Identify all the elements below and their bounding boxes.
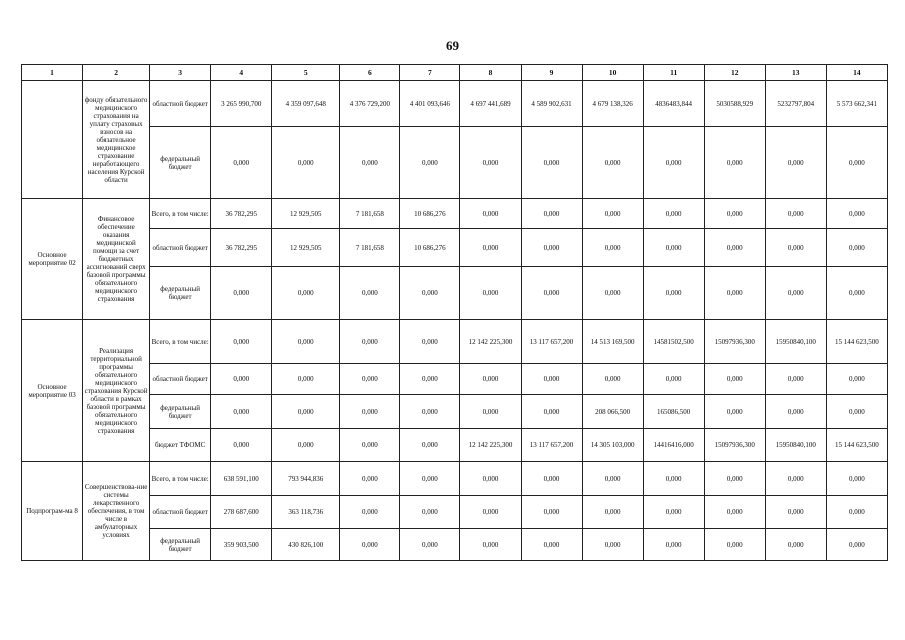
value-cell: 363 118,736 xyxy=(272,496,340,529)
value-cell: 0,000 xyxy=(400,364,460,395)
column-header: 10 xyxy=(582,65,643,81)
value-cell: 0,000 xyxy=(521,199,582,229)
table-row xyxy=(22,267,888,320)
label-cell: областной бюджет xyxy=(150,81,211,127)
value-cell: 0,000 xyxy=(582,529,643,561)
value-cell: 638 591,100 xyxy=(211,462,272,496)
value-cell: 0,000 xyxy=(521,496,582,529)
value-cell: 13 117 657,200 xyxy=(521,429,582,462)
value-cell: 0,000 xyxy=(211,127,272,199)
value-cell: 0,000 xyxy=(765,127,826,199)
value-cell: 0,000 xyxy=(765,267,826,320)
value-cell: 14 513 169,500 xyxy=(582,320,643,364)
value-cell: 0,000 xyxy=(460,127,521,199)
value-cell: 0,000 xyxy=(340,395,400,429)
value-cell: 0,000 xyxy=(643,364,704,395)
value-cell: 208 066,500 xyxy=(582,395,643,429)
value-cell: 4 589 902,631 xyxy=(521,81,582,127)
value-cell: 0,000 xyxy=(272,429,340,462)
label-cell: Подпрограм-ма 8 xyxy=(22,462,83,561)
label-cell: федеральный бюджет xyxy=(150,529,211,561)
value-cell: 278 687,600 xyxy=(211,496,272,529)
value-cell: 7 181,658 xyxy=(340,199,400,229)
value-cell: 0,000 xyxy=(826,395,887,429)
value-cell: 0,000 xyxy=(272,320,340,364)
value-cell: 0,000 xyxy=(272,395,340,429)
column-header: 1 xyxy=(22,65,83,81)
value-cell: 0,000 xyxy=(826,364,887,395)
value-cell: 0,000 xyxy=(765,395,826,429)
column-header: 2 xyxy=(83,65,150,81)
value-cell: 0,000 xyxy=(272,364,340,395)
value-cell: 0,000 xyxy=(704,395,765,429)
value-cell: 0,000 xyxy=(340,429,400,462)
value-cell: 0,000 xyxy=(704,127,765,199)
value-cell: 0,000 xyxy=(460,529,521,561)
value-cell: 0,000 xyxy=(704,496,765,529)
column-header: 13 xyxy=(765,65,826,81)
column-header: 14 xyxy=(826,65,887,81)
value-cell: 0,000 xyxy=(340,127,400,199)
value-cell: 0,000 xyxy=(521,127,582,199)
value-cell: 359 903,500 xyxy=(211,529,272,561)
value-cell: 0,000 xyxy=(765,496,826,529)
value-cell: 0,000 xyxy=(826,462,887,496)
value-cell: 165086,500 xyxy=(643,395,704,429)
value-cell: 0,000 xyxy=(340,364,400,395)
column-header: 6 xyxy=(340,65,400,81)
value-cell: 0,000 xyxy=(826,267,887,320)
label-cell: федеральный бюджет xyxy=(150,267,211,320)
value-cell: 10 686,276 xyxy=(400,229,460,267)
value-cell: 15950840,100 xyxy=(765,320,826,364)
column-header: 9 xyxy=(521,65,582,81)
label-cell: Всего, в том числе: xyxy=(150,462,211,496)
value-cell: 0,000 xyxy=(400,267,460,320)
value-cell: 0,000 xyxy=(521,267,582,320)
value-cell: 0,000 xyxy=(521,395,582,429)
value-cell: 0,000 xyxy=(643,496,704,529)
value-cell: 0,000 xyxy=(704,267,765,320)
column-header: 8 xyxy=(460,65,521,81)
label-cell: Совершенствова-ние системы лекарственного обеспечения, в том числе в амбулаторных условиях xyxy=(83,462,150,561)
column-header: 4 xyxy=(211,65,272,81)
value-cell: 0,000 xyxy=(460,462,521,496)
column-header: 7 xyxy=(400,65,460,81)
value-cell: 0,000 xyxy=(826,127,887,199)
value-cell: 0,000 xyxy=(643,199,704,229)
value-cell: 5030588,929 xyxy=(704,81,765,127)
value-cell: 0,000 xyxy=(521,462,582,496)
table-row xyxy=(22,199,888,229)
value-cell: 0,000 xyxy=(704,364,765,395)
budget-table xyxy=(21,64,888,561)
value-cell: 12 929,505 xyxy=(272,229,340,267)
value-cell: 15950840,100 xyxy=(765,429,826,462)
value-cell: 0,000 xyxy=(340,462,400,496)
value-cell: 0,000 xyxy=(765,529,826,561)
column-header: 12 xyxy=(704,65,765,81)
value-cell: 0,000 xyxy=(582,199,643,229)
table-body xyxy=(22,65,888,561)
value-cell: 0,000 xyxy=(521,529,582,561)
value-cell: 0,000 xyxy=(704,199,765,229)
value-cell: 0,000 xyxy=(460,267,521,320)
value-cell: 15 144 623,500 xyxy=(826,429,887,462)
table-row xyxy=(22,395,888,429)
label-cell: федеральный бюджет xyxy=(150,127,211,199)
value-cell: 0,000 xyxy=(704,229,765,267)
table-row xyxy=(22,127,888,199)
value-cell: 0,000 xyxy=(460,199,521,229)
value-cell: 0,000 xyxy=(460,229,521,267)
value-cell: 793 944,836 xyxy=(272,462,340,496)
value-cell: 0,000 xyxy=(704,462,765,496)
value-cell: 0,000 xyxy=(340,529,400,561)
value-cell: 14581502,500 xyxy=(643,320,704,364)
value-cell: 0,000 xyxy=(582,496,643,529)
value-cell: 4 376 729,200 xyxy=(340,81,400,127)
header-row xyxy=(22,65,888,81)
value-cell: 4 401 093,646 xyxy=(400,81,460,127)
value-cell: 15 144 623,500 xyxy=(826,320,887,364)
value-cell: 15097936,300 xyxy=(704,429,765,462)
value-cell: 14 305 103,000 xyxy=(582,429,643,462)
value-cell: 0,000 xyxy=(826,229,887,267)
value-cell: 5232797,804 xyxy=(765,81,826,127)
value-cell: 0,000 xyxy=(704,529,765,561)
value-cell: 3 265 990,700 xyxy=(211,81,272,127)
table-row xyxy=(22,529,888,561)
label-cell: областной бюджет xyxy=(150,229,211,267)
value-cell: 0,000 xyxy=(826,529,887,561)
value-cell: 0,000 xyxy=(460,364,521,395)
table-row xyxy=(22,429,888,462)
value-cell: 0,000 xyxy=(765,199,826,229)
value-cell: 0,000 xyxy=(400,395,460,429)
column-header: 3 xyxy=(150,65,211,81)
value-cell: 0,000 xyxy=(582,462,643,496)
label-cell: Основное мероприятие 02 xyxy=(22,199,83,320)
value-cell: 0,000 xyxy=(211,320,272,364)
value-cell: 10 686,276 xyxy=(400,199,460,229)
value-cell: 0,000 xyxy=(400,320,460,364)
value-cell: 0,000 xyxy=(340,496,400,529)
table-row xyxy=(22,496,888,529)
label-cell: Всего, в том числе: xyxy=(150,320,211,364)
value-cell: 0,000 xyxy=(643,229,704,267)
value-cell: 0,000 xyxy=(460,395,521,429)
column-header: 11 xyxy=(643,65,704,81)
value-cell: 0,000 xyxy=(400,462,460,496)
value-cell: 0,000 xyxy=(521,229,582,267)
table-row xyxy=(22,364,888,395)
value-cell: 36 782,295 xyxy=(211,229,272,267)
value-cell: 0,000 xyxy=(643,462,704,496)
value-cell: 0,000 xyxy=(272,127,340,199)
label-cell: Основное мероприятие 03 xyxy=(22,320,83,462)
value-cell: 0,000 xyxy=(211,429,272,462)
value-cell: 0,000 xyxy=(826,199,887,229)
value-cell: 36 782,295 xyxy=(211,199,272,229)
value-cell: 0,000 xyxy=(400,529,460,561)
label-cell: Всего, в том числе: xyxy=(150,199,211,229)
value-cell: 0,000 xyxy=(582,127,643,199)
value-cell: 0,000 xyxy=(582,364,643,395)
value-cell: 0,000 xyxy=(643,127,704,199)
value-cell: 0,000 xyxy=(460,496,521,529)
value-cell: 0,000 xyxy=(211,267,272,320)
value-cell: 4 697 441,689 xyxy=(460,81,521,127)
value-cell: 0,000 xyxy=(340,320,400,364)
value-cell: 4 359 097,648 xyxy=(272,81,340,127)
value-cell: 13 117 657,200 xyxy=(521,320,582,364)
label-cell: бюджет ТФОМС xyxy=(150,429,211,462)
label-cell: Реализация территориальной программы обязательного медицинского страхования Курской области в рамках базовой программы обязательного медицинского страхования xyxy=(83,320,150,462)
value-cell: 430 826,100 xyxy=(272,529,340,561)
column-header: 5 xyxy=(272,65,340,81)
value-cell: 0,000 xyxy=(643,529,704,561)
value-cell: 0,000 xyxy=(826,496,887,529)
value-cell: 0,000 xyxy=(400,496,460,529)
value-cell: 12 142 225,300 xyxy=(460,429,521,462)
label-cell: федеральный бюджет xyxy=(150,395,211,429)
value-cell: 0,000 xyxy=(340,267,400,320)
value-cell: 5 573 662,341 xyxy=(826,81,887,127)
value-cell: 12 929,505 xyxy=(272,199,340,229)
value-cell: 0,000 xyxy=(582,267,643,320)
table-row xyxy=(22,81,888,127)
value-cell: 0,000 xyxy=(272,267,340,320)
value-cell: 12 142 225,300 xyxy=(460,320,521,364)
value-cell: 0,000 xyxy=(521,364,582,395)
label-cell: областной бюджет xyxy=(150,496,211,529)
value-cell: 15097936,300 xyxy=(704,320,765,364)
page-number: 69 xyxy=(446,38,459,53)
table-row xyxy=(22,320,888,364)
label-cell: фонду обязательного медицинского страхования на уплату страховых взносов на обязательное медицинское страхование неработающего населения Курской области xyxy=(83,81,150,199)
value-cell: 0,000 xyxy=(211,364,272,395)
table-row xyxy=(22,462,888,496)
label-cell: Финансовое обеспечение оказания медицинской помощи за счет бюджетных ассигнований сверх базовой программы обязательного медицинского страхования xyxy=(83,199,150,320)
table-row xyxy=(22,229,888,267)
value-cell: 14416416,000 xyxy=(643,429,704,462)
value-cell: 7 181,658 xyxy=(340,229,400,267)
value-cell: 0,000 xyxy=(765,364,826,395)
value-cell: 0,000 xyxy=(765,462,826,496)
value-cell: 0,000 xyxy=(582,229,643,267)
value-cell: 4836483,844 xyxy=(643,81,704,127)
label-cell xyxy=(22,81,83,199)
value-cell: 0,000 xyxy=(400,429,460,462)
value-cell: 0,000 xyxy=(400,127,460,199)
value-cell: 0,000 xyxy=(643,267,704,320)
value-cell: 4 679 138,326 xyxy=(582,81,643,127)
value-cell: 0,000 xyxy=(765,229,826,267)
label-cell: областной бюджет xyxy=(150,364,211,395)
value-cell: 0,000 xyxy=(211,395,272,429)
